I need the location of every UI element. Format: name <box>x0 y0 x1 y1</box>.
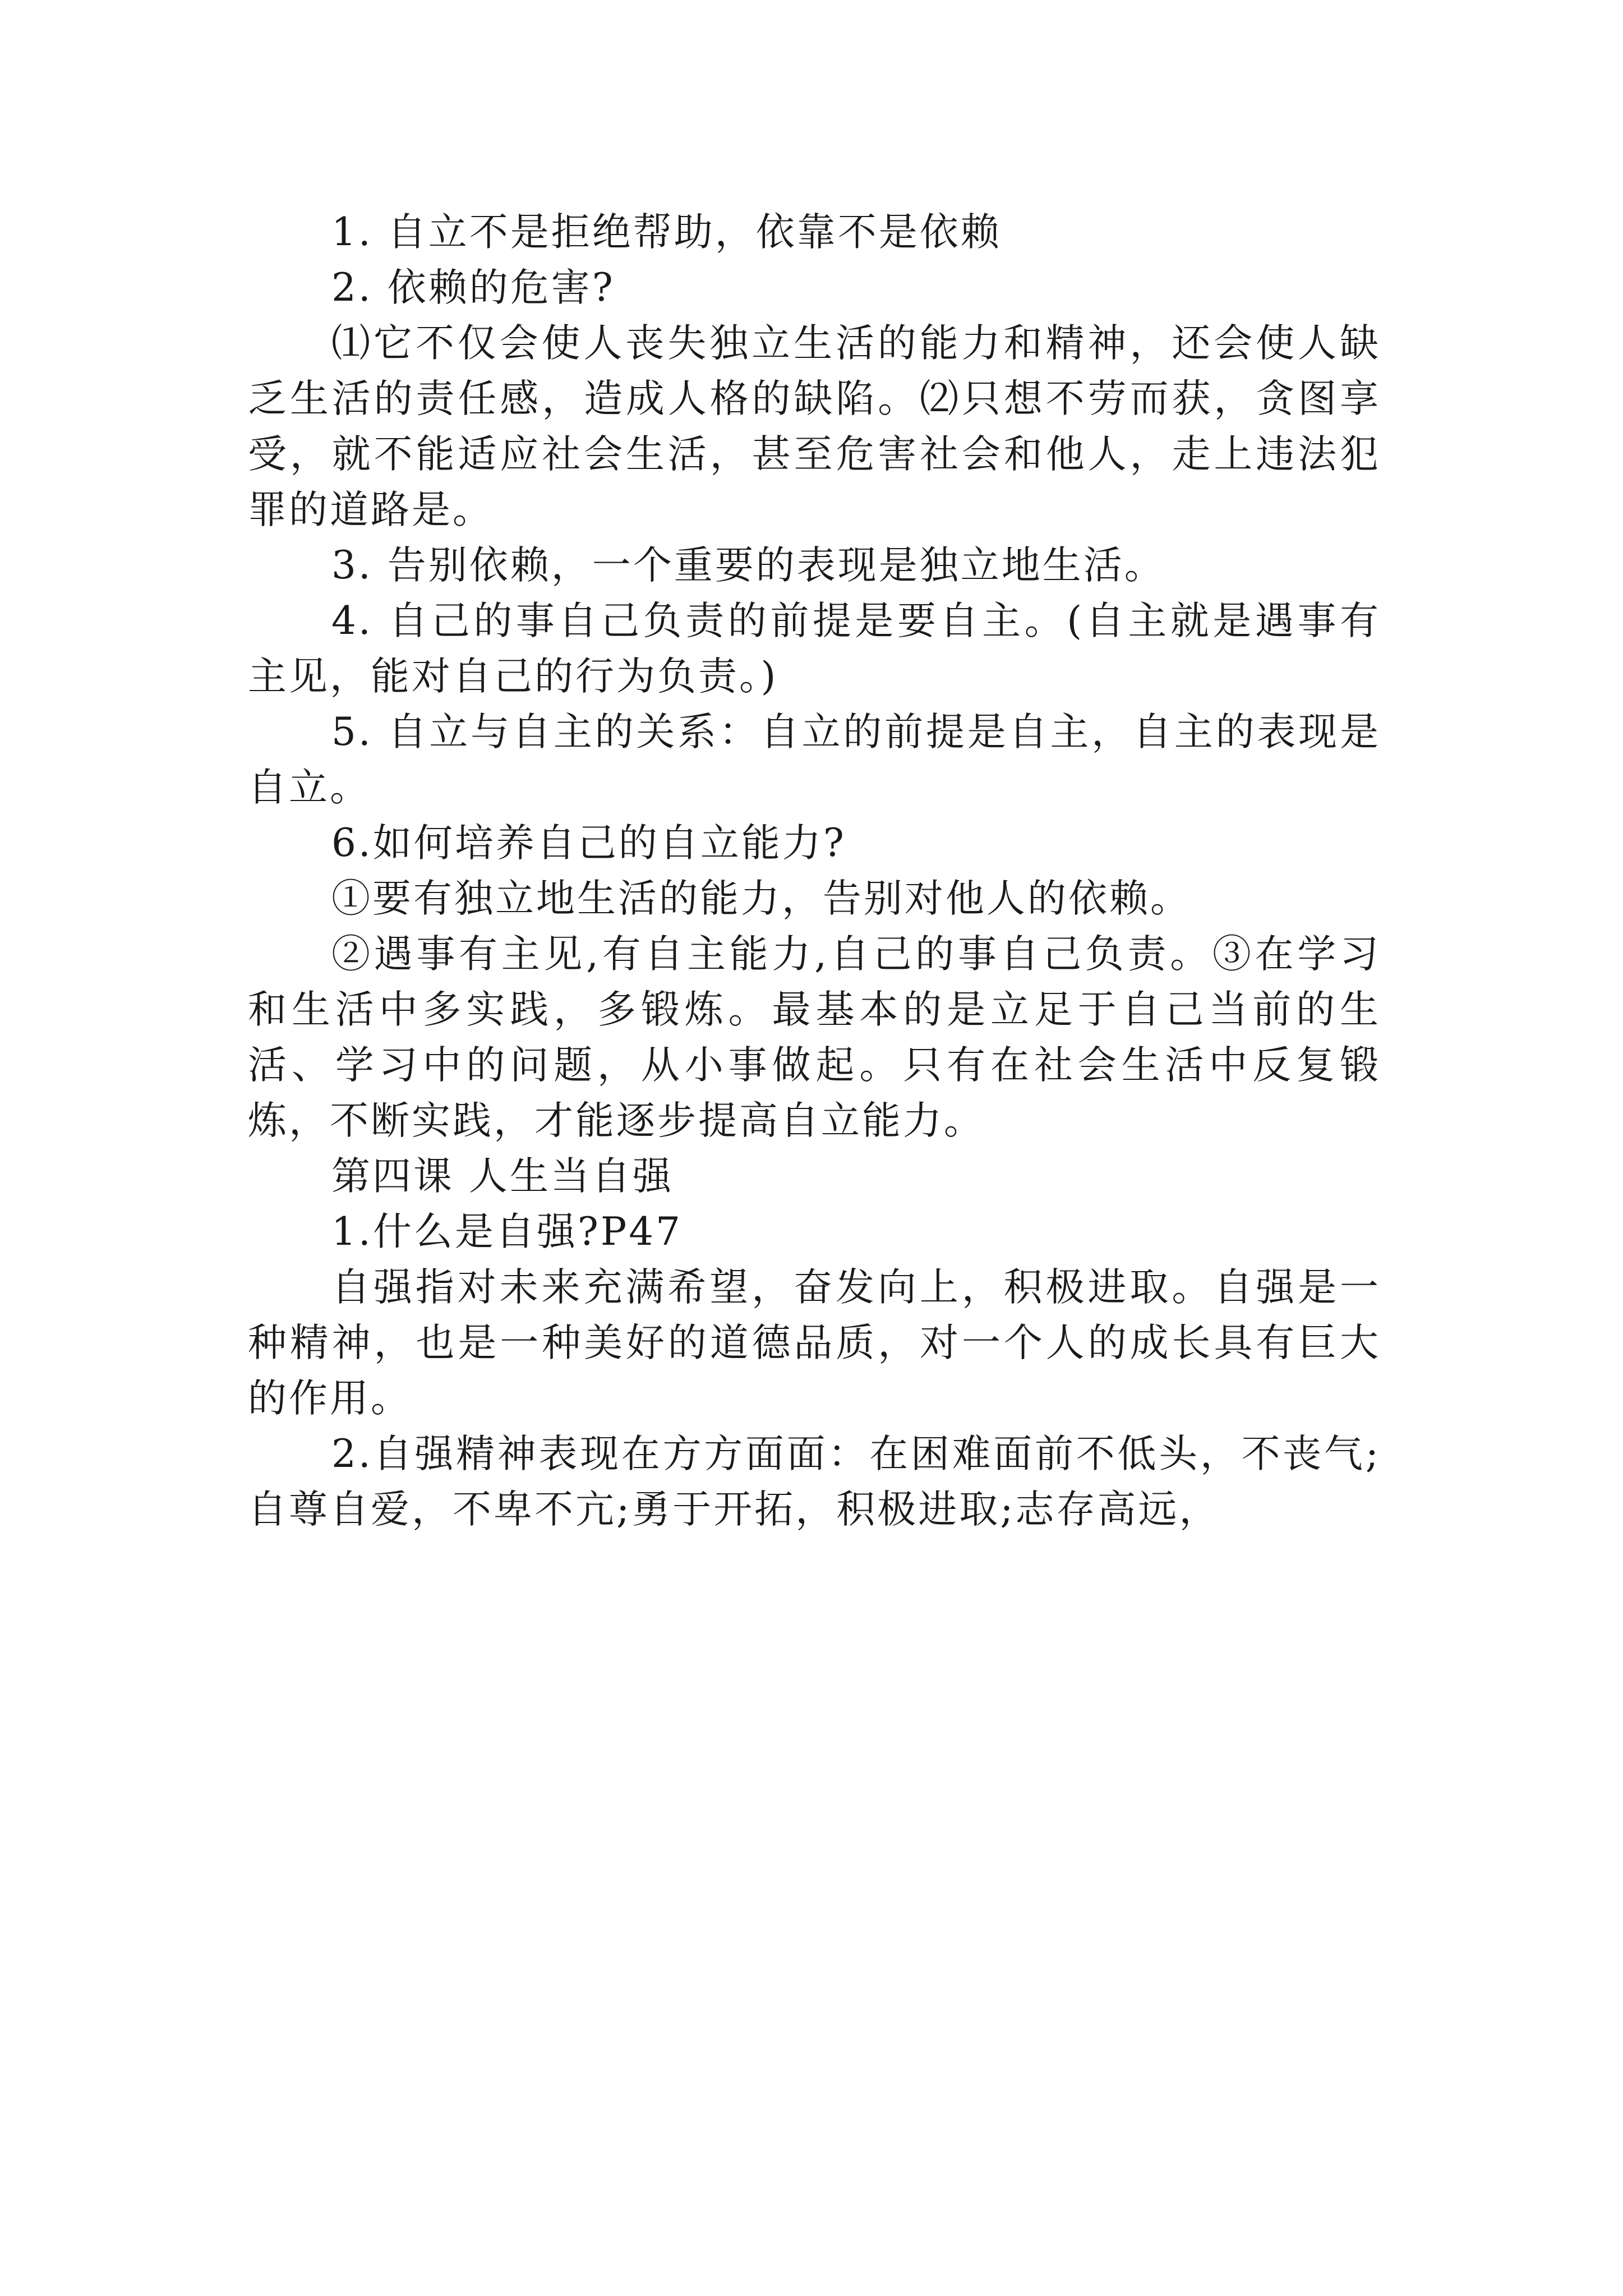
point-2-heading: 2. 依赖的危害? <box>331 265 615 310</box>
point-5-paragraph: 5. 自立与自主的关系：自立的前提是自主，自主的表现是自立。 <box>248 710 1381 810</box>
self-strength-question: 1.什么是自强?P47 <box>331 1209 683 1254</box>
point-4-paragraph: 4. 自己的事自己负责的前提是要自主。(自主就是遇事有主见，能对自己的行为负责。) <box>248 599 1381 699</box>
lesson-4-title: 第四课 人生当自强 <box>331 1154 674 1199</box>
point-6-heading: 6.如何培养自己的自立能力? <box>331 821 846 866</box>
point-3-paragraph: 3. 告别依赖，一个重要的表现是独立地生活。 <box>331 543 1165 588</box>
self-reliance-step-1: ①要有独立地生活的能力，告别对他人的依赖。 <box>331 876 1191 921</box>
self-reliance-steps-2-3: ②遇事有主见,有自主能力,自己的事自己负责。③在学习和生活中多实践，多锻炼。最基本的是立足于自己当前的生活、学习中的问题，从小事做起。只有在社会生活中反复锻炼，不断实践，才能逐步提高自立能力。 <box>248 932 1381 1143</box>
self-strength-manifestations: 2.自强精神表现在方方面面：在困难面前不低头，不丧气;自尊自爱，不卑不亢;勇于开拓，积极进取;志存高远， <box>248 1432 1381 1532</box>
self-strength-definition: 自强指对未来充满希望，奋发向上，积极进取。自强是一种精神，也是一种美好的道德品质，对一个人的成长具有巨大的作用。 <box>248 1265 1381 1421</box>
document-body <box>248 205 1381 1538</box>
dependence-harm-paragraph: ⑴它不仅会使人丧失独立生活的能力和精神，还会使人缺乏生活的责任感，造成人格的缺陷。⑵只想不劳而获，贪图享受，就不能适应社会生活，甚至危害社会和他人，走上违法犯罪的道路是。 <box>248 321 1381 532</box>
point-1-heading: 1. 自立不是拒绝帮助，依靠不是依赖 <box>331 210 1002 255</box>
